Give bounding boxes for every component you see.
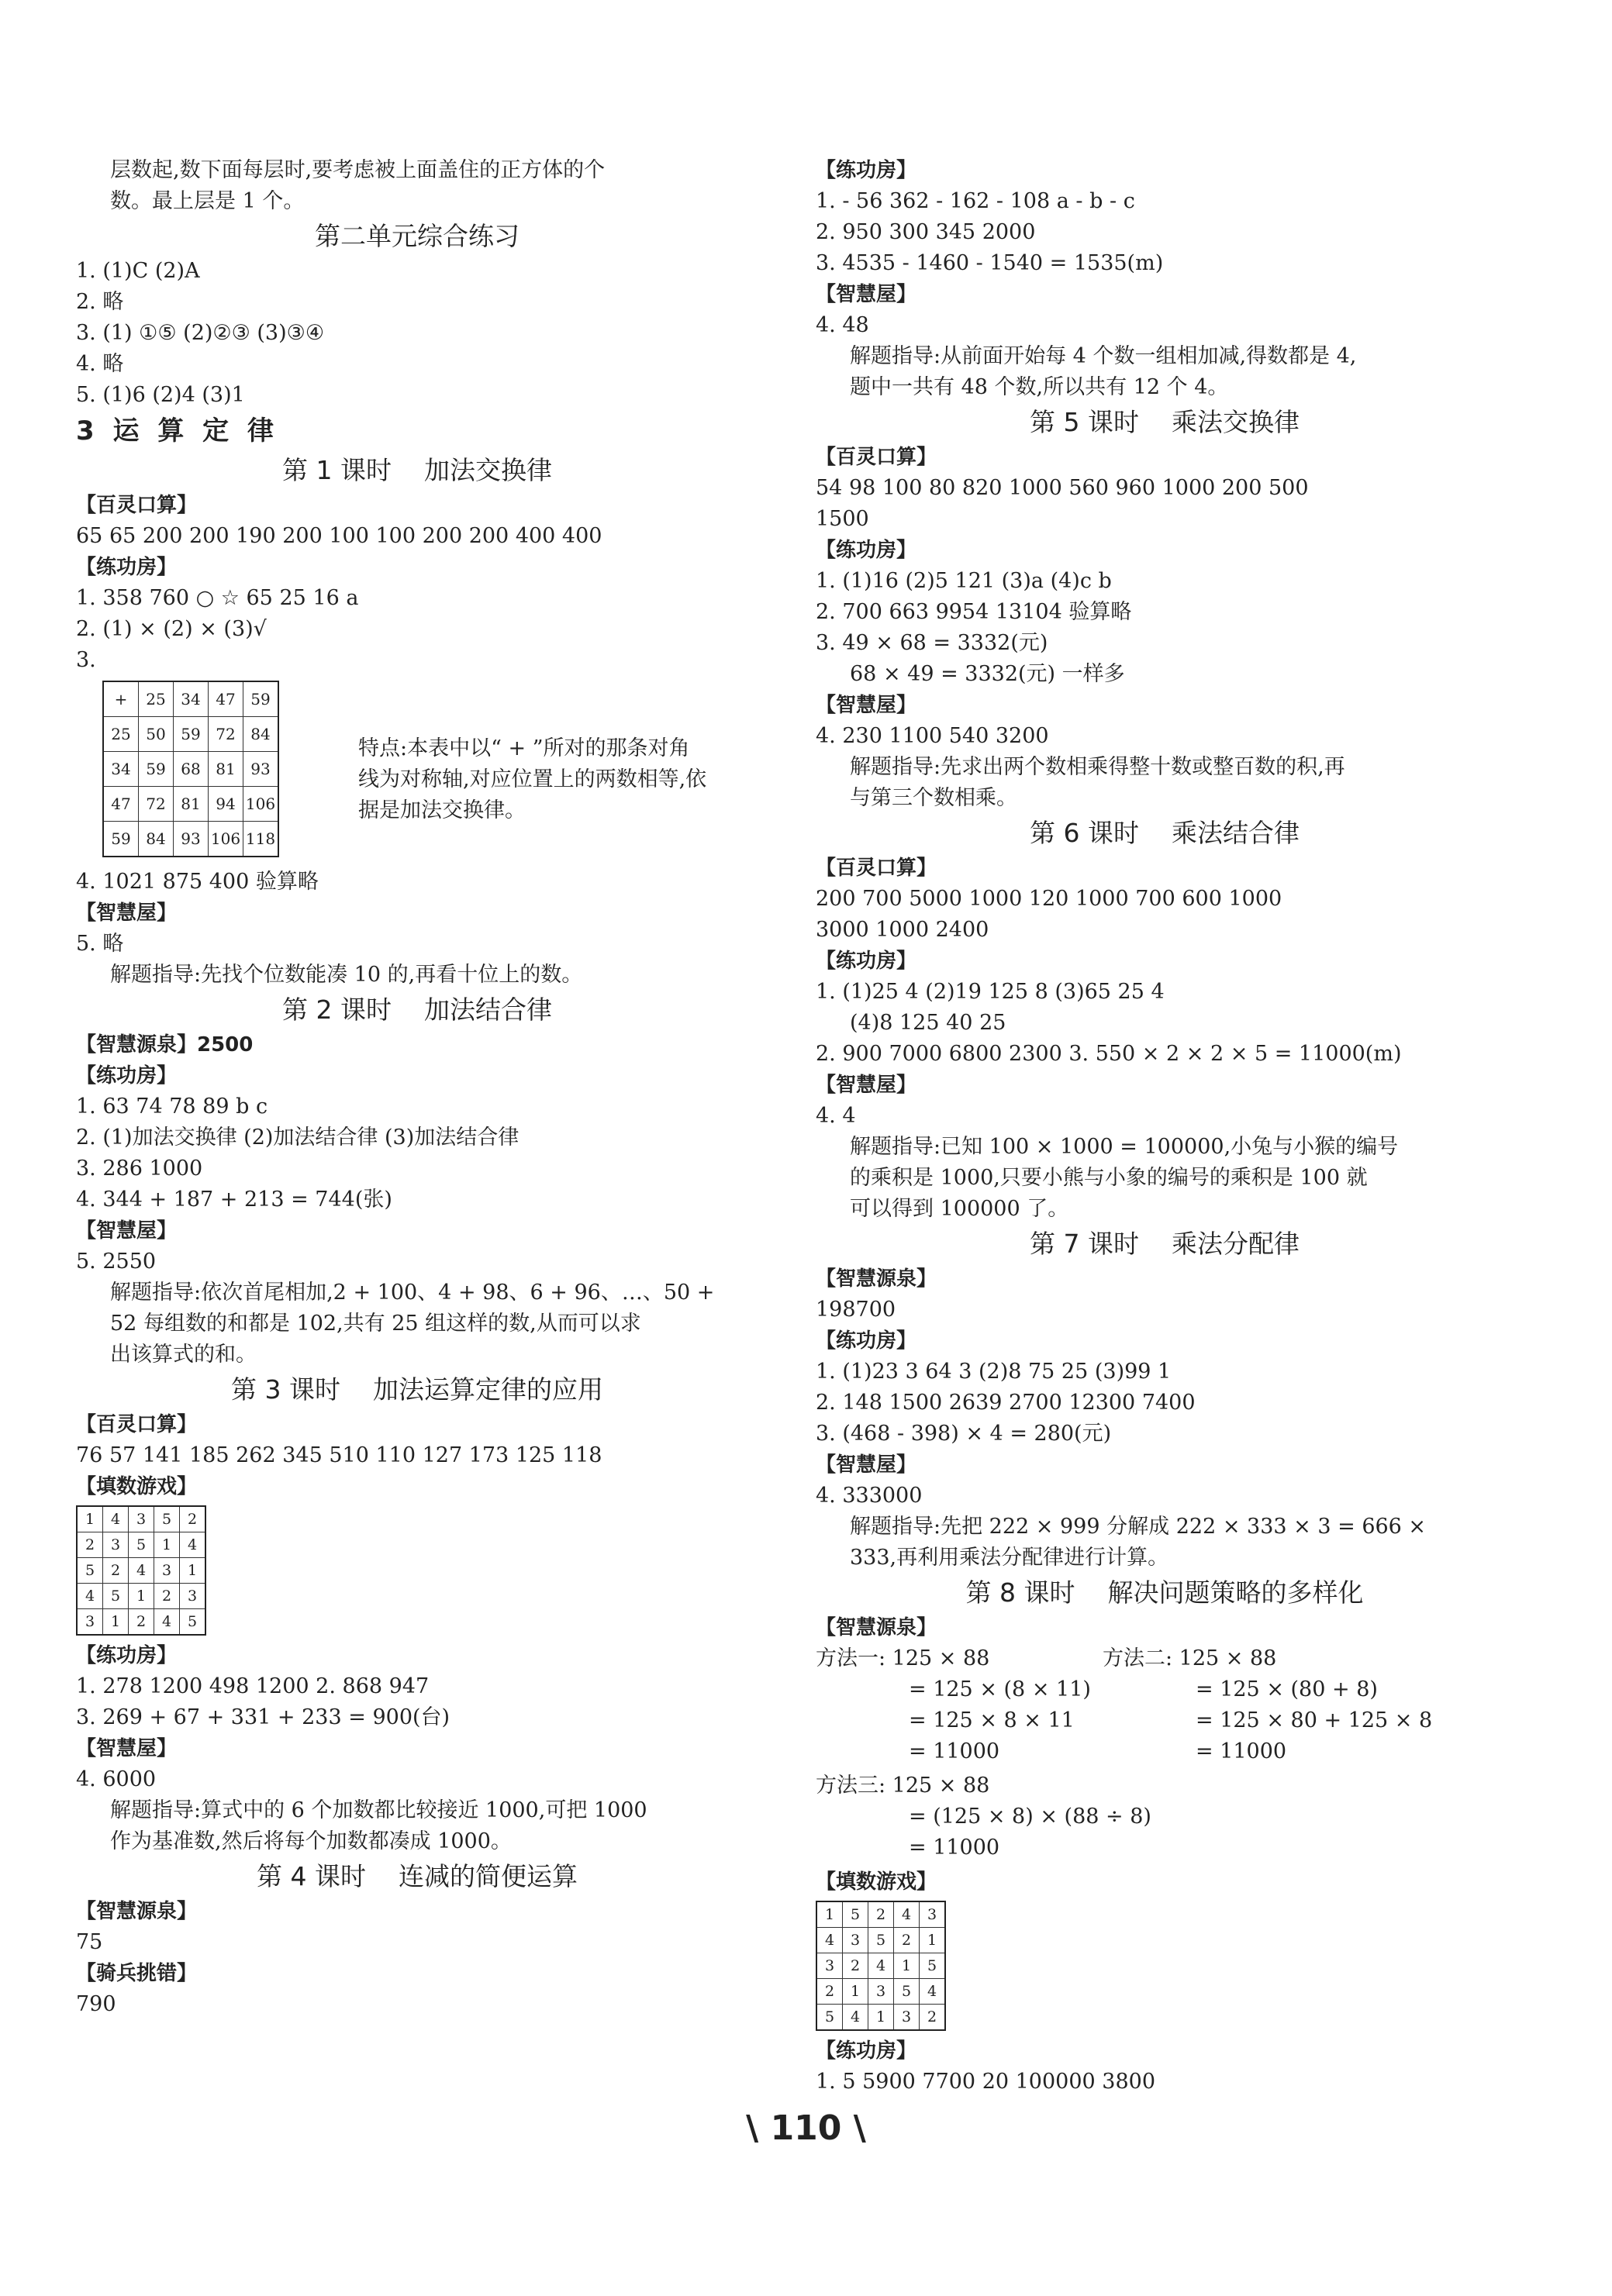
table-cell: 1	[103, 1609, 129, 1636]
table-cell: 93	[243, 752, 279, 787]
table-cell: 5	[180, 1609, 206, 1636]
section-tag: 【百灵口算】	[816, 446, 937, 469]
table-cell: 4	[154, 1609, 180, 1636]
table-cell: 5	[154, 1506, 180, 1532]
answer-line: 790	[76, 1992, 116, 2016]
answer-line: 4. 344 + 187 + 213 = 744(张)	[76, 1188, 392, 1212]
section-tag: 【智慧屋】	[76, 1737, 178, 1760]
table-cell: 3	[180, 1584, 206, 1609]
table-cell: 3	[868, 1979, 894, 2005]
lesson-title: 第 3 课时 加法运算定律的应用	[231, 1374, 603, 1405]
section-tag: 【练功房】	[816, 159, 917, 182]
section-tag: 【智慧源泉】	[76, 1900, 198, 1923]
unit2-title: 第二单元综合练习	[315, 221, 519, 251]
table-cell: 3	[154, 1558, 180, 1584]
table-cell: 1	[868, 2005, 894, 2031]
table-cell: 2	[154, 1584, 180, 1609]
table-feature-note: 特点:本表中以“ + ”所对的那条对角线为对称轴,对应位置上的两数相等,依据是加法交换律。	[358, 736, 707, 822]
table-cell: 93	[174, 822, 209, 857]
table-cell: 4	[894, 1901, 920, 1928]
table-cell: 2	[868, 1901, 894, 1928]
table-cell: 106	[209, 822, 243, 857]
answer-line: 4. 333000	[816, 1484, 923, 1508]
table-row	[103, 787, 278, 822]
calc-line: 65 65 200 200 190 200 100 100 200 200 400 400	[76, 524, 602, 548]
table-cell: 59	[243, 681, 279, 717]
answer-line: 198700	[816, 1298, 896, 1322]
table-cell: 118	[243, 822, 279, 857]
method-line: = (125 × 8) × (88 ÷ 8)	[909, 1805, 1151, 1829]
section-tag: 【智慧屋】	[816, 1074, 917, 1097]
hint-line: 与第三个数相乘。	[850, 786, 1017, 810]
method-line: = 125 × 8 × 11	[909, 1708, 1075, 1732]
answer-line: (4)8 125 40 25	[850, 1011, 1006, 1035]
table-cell: 5	[920, 1953, 946, 1979]
lesson-title: 第 8 课时 解决问题策略的多样化	[965, 1577, 1364, 1608]
section-tag: 【百灵口算】	[76, 494, 198, 517]
answer-line: 68 × 49 = 3332(元) 一样多	[850, 662, 1125, 686]
table-cell: 1	[894, 1953, 920, 1979]
intro-line: 层数起,数下面每层时,要考虑被上面盖住的正方体的个	[110, 158, 606, 182]
intro-line: 数。最上层是 1 个。	[110, 189, 305, 213]
page-number-deco-right: \	[841, 2108, 866, 2148]
section-tag: 【智慧源泉】	[816, 1267, 937, 1291]
section-tag: 【练功房】	[816, 539, 917, 562]
section-tag: 【智慧屋】	[76, 1219, 178, 1243]
table-cell: 2	[894, 1928, 920, 1953]
method-block	[816, 1643, 1514, 1770]
answer-line: 2. 700 663 9954 13104 验算略	[816, 600, 1132, 624]
answer-line: 1. - 56 362 - 162 - 108 a - b - c	[816, 189, 1135, 213]
table-cell: 84	[243, 717, 279, 752]
table-cell: 25	[139, 681, 174, 717]
table-cell: 2	[77, 1532, 103, 1558]
table-cell: 1	[816, 1901, 843, 1928]
table-cell: 4	[868, 1953, 894, 1979]
table-cell: 4	[180, 1532, 206, 1558]
table-row	[816, 1928, 945, 1953]
table-row	[816, 1953, 945, 1979]
section-tag: 【练功房】	[816, 950, 917, 973]
hint-line: 出该算式的和。	[110, 1343, 257, 1367]
table-cell: 81	[209, 752, 243, 787]
addition-table	[102, 681, 279, 857]
answer-line: 3.	[76, 648, 96, 672]
addition-table-block	[102, 681, 758, 860]
table-row	[77, 1506, 205, 1532]
section-tag: 【练功房】	[76, 1644, 178, 1667]
answer-line: 4. 230 1100 540 3200	[816, 724, 1049, 748]
answer-line: 1. 278 1200 498 1200 2. 868 947	[76, 1674, 430, 1698]
answer-line: 1. (1)25 4 (2)19 125 8 (3)65 25 4	[816, 980, 1165, 1004]
hint-line: 解题指导:先把 222 × 999 分解成 222 × 333 × 3 = 666 ×	[850, 1515, 1427, 1539]
answer-line: 2. 900 7000 6800 2300 3. 550 × 2 × 2 × 5 = 11000(m)	[816, 1042, 1402, 1066]
table-cell: 5	[843, 1901, 868, 1928]
table-row	[816, 1979, 945, 2005]
method-two	[1103, 1643, 1433, 1767]
answer-line: 3. 269 + 67 + 331 + 233 = 900(台)	[76, 1705, 450, 1729]
table-cell: 59	[174, 717, 209, 752]
section-tag: 【填数游戏】	[816, 1870, 937, 1894]
table-row	[77, 1558, 205, 1584]
table-row	[103, 681, 278, 717]
table-cell: 2	[920, 2005, 946, 2031]
section-tag: 【练功房】	[76, 1064, 178, 1088]
calc-line: 3000 1000 2400	[816, 918, 989, 942]
hint-line: 可以得到 100000 了。	[850, 1197, 1069, 1221]
method-one	[816, 1643, 1095, 1767]
answer-line: 4. 略	[76, 352, 124, 376]
table-cell: 47	[209, 681, 243, 717]
answer-line: 75	[76, 1930, 103, 1954]
table-cell: 5	[77, 1558, 103, 1584]
table-cell: 5	[129, 1532, 154, 1558]
lesson-title: 第 6 课时 乘法结合律	[1030, 818, 1300, 848]
table-cell: 68	[174, 752, 209, 787]
hint-line: 解题指导:已知 100 × 1000 = 100000,小兔与小猴的编号	[850, 1135, 1399, 1159]
answer-line: 1. 5 5900 7700 20 100000 3800	[816, 2070, 1155, 2094]
hint-line: 作为基准数,然后将每个加数都凑成 1000。	[110, 1829, 512, 1853]
table-cell: 3	[103, 1532, 129, 1558]
answer-line: 3. (1) ①⑤ (2)②③ (3)③④	[76, 321, 325, 345]
method-three	[816, 1770, 1514, 1867]
left-column	[76, 155, 758, 2020]
section-tag: 【智慧屋】	[816, 1453, 917, 1477]
calc-line: 1500	[816, 507, 869, 531]
table-cell: 59	[103, 822, 139, 857]
table-cell: 34	[103, 752, 139, 787]
table-cell: 84	[139, 822, 174, 857]
lesson-title: 第 4 课时 连减的简便运算	[257, 1861, 578, 1891]
answer-line: 1. (1)C (2)A	[76, 259, 200, 283]
section-tag: 【智慧屋】	[816, 283, 917, 306]
table-cell: 5	[894, 1979, 920, 2005]
answer-line: 1. 358 760 ○ ☆ 65 25 16 a	[76, 586, 359, 610]
section-tag: 【练功房】	[816, 1329, 917, 1353]
section-tag: 【智慧屋】	[76, 902, 178, 925]
table-cell: 59	[139, 752, 174, 787]
lesson-title: 第 7 课时 乘法分配律	[1030, 1229, 1300, 1259]
page-number-value: 110	[770, 2108, 842, 2148]
table-cell: 1	[920, 1928, 946, 1953]
section-tag: 【填数游戏】	[76, 1475, 198, 1498]
section-tag: 【练功房】	[816, 2039, 917, 2063]
method-line: = 125 × 80 + 125 × 8	[1196, 1708, 1433, 1732]
page-number	[0, 2108, 1612, 2148]
table-row	[77, 1609, 205, 1636]
hint-line: 52 每组数的和都是 102,共有 25 组这样的数,从而可以求	[110, 1312, 641, 1336]
answer-line: 2. 略	[76, 290, 124, 314]
lesson-title: 第 2 课时 加法结合律	[282, 995, 552, 1025]
table-cell: 3	[77, 1609, 103, 1636]
answer-line: 5. (1)6 (2)4 (3)1	[76, 383, 245, 407]
hint-line: 解题指导:依次首尾相加,2 + 100、4 + 98、6 + 96、…、50 +	[110, 1281, 715, 1305]
table-cell: 3	[920, 1901, 946, 1928]
table-cell: 34	[174, 681, 209, 717]
table-cell: 5	[816, 2005, 843, 2031]
hint-line: 333,再利用乘法分配律进行计算。	[850, 1546, 1169, 1570]
method-line: = 125 × (80 + 8)	[1196, 1677, 1378, 1701]
answer-line: 2. (1)加法交换律 (2)加法结合律 (3)加法结合律	[76, 1126, 519, 1150]
table-cell: 4	[77, 1584, 103, 1609]
table-cell: 2	[129, 1609, 154, 1636]
answer-line: 4. 1021 875 400 验算略	[76, 870, 319, 894]
answer-line: 1. 63 74 78 89 b c	[76, 1095, 268, 1119]
table-cell: 1	[129, 1584, 154, 1609]
method-line: 方法一: 125 × 88	[816, 1646, 990, 1670]
answer-line: 2. 148 1500 2639 2700 12300 7400	[816, 1391, 1196, 1415]
answer-line: 3. 49 × 68 = 3332(元)	[816, 631, 1048, 655]
hint-line: 解题指导:先找个位数能凑 10 的,再看十位上的数。	[110, 963, 583, 987]
table-row	[816, 2005, 945, 2031]
lesson-title: 第 5 课时 乘法交换律	[1030, 407, 1300, 437]
answer-line: 5. 略	[76, 932, 124, 956]
answer-line: 3. 286 1000	[76, 1157, 203, 1181]
lesson-title: 第 1 课时 加法交换律	[282, 455, 552, 485]
table-row	[103, 822, 278, 857]
table-cell: 50	[139, 717, 174, 752]
calc-line: 76 57 141 185 262 345 510 110 127 173 125 118	[76, 1443, 602, 1467]
section-tag: 【智慧屋】	[816, 694, 917, 717]
table-cell: 25	[103, 717, 139, 752]
table-cell: 1	[180, 1558, 206, 1584]
section-tag: 【骑兵挑错】	[76, 1962, 198, 1985]
table-row	[77, 1532, 205, 1558]
table-cell: 1	[154, 1532, 180, 1558]
answer-line: 2. (1) × (2) × (3)√	[76, 617, 267, 641]
section-tag: 【智慧源泉】2500	[76, 1033, 254, 1057]
table-cell: 3	[894, 2005, 920, 2031]
section-tag: 【百灵口算】	[76, 1413, 198, 1436]
table-cell: 47	[103, 787, 139, 822]
table-cell: 3	[843, 1928, 868, 1953]
table-cell: 3	[816, 1953, 843, 1979]
table-cell: 2	[843, 1953, 868, 1979]
method-line: = 11000	[909, 1836, 1000, 1860]
answer-line: 4. 6000	[76, 1767, 157, 1791]
table-cell: 5	[103, 1584, 129, 1609]
method-line: 方法二: 125 × 88	[1103, 1646, 1277, 1670]
table-cell: 72	[139, 787, 174, 822]
answer-line: 4. 48	[816, 313, 869, 337]
table-cell: 106	[243, 787, 279, 822]
table-row	[103, 752, 278, 787]
number-grid	[76, 1505, 206, 1636]
answer-line: 5. 2550	[76, 1250, 157, 1274]
hint-line: 解题指导:算式中的 6 个加数都比较接近 1000,可把 1000	[110, 1798, 647, 1822]
hint-line: 题中一共有 48 个数,所以共有 12 个 4。	[850, 375, 1229, 399]
table-cell: 4	[816, 1928, 843, 1953]
method-line: = 125 × (8 × 11)	[909, 1677, 1091, 1701]
section-tag: 【百灵口算】	[816, 857, 937, 880]
method-line: = 11000	[909, 1739, 1000, 1763]
table-row	[103, 717, 278, 752]
method-line: 方法三: 125 × 88	[816, 1774, 990, 1798]
table-cell: 81	[174, 787, 209, 822]
answer-line: 4. 4	[816, 1104, 856, 1128]
chapter-title: 3 运 算 定 律	[76, 415, 279, 446]
table-cell: 2	[816, 1979, 843, 2005]
answer-line: 3. 4535 - 1460 - 1540 = 1535(m)	[816, 251, 1164, 275]
table-cell: 2	[103, 1558, 129, 1584]
table-cell: 1	[77, 1506, 103, 1532]
table-cell: 1	[843, 1979, 868, 2005]
table-cell: 3	[129, 1506, 154, 1532]
answer-line: 1. (1)23 3 64 3 (2)8 75 25 (3)99 1	[816, 1360, 1172, 1384]
calc-line: 54 98 100 80 820 1000 560 960 1000 200 500	[816, 476, 1309, 500]
table-cell: 94	[209, 787, 243, 822]
table-cell: 4	[920, 1979, 946, 2005]
table-cell: 5	[868, 1928, 894, 1953]
hint-line: 解题指导:先求出两个数相乘得整十数或整百数的积,再	[850, 755, 1345, 779]
calc-line: 200 700 5000 1000 120 1000 700 600 1000	[816, 887, 1282, 911]
table-cell: 2	[180, 1506, 206, 1532]
page-number-deco-left: \	[746, 2108, 771, 2148]
table-cell: +	[103, 681, 139, 717]
answer-line: 1. (1)16 (2)5 121 (3)a (4)c b	[816, 569, 1112, 593]
answer-line: 2. 950 300 345 2000	[816, 220, 1036, 244]
section-tag: 【智慧源泉】	[816, 1616, 937, 1639]
answer-line: 3. (468 - 398) × 4 = 280(元)	[816, 1422, 1112, 1446]
table-row	[816, 1901, 945, 1928]
hint-line: 解题指导:从前面开始每 4 个数一组相加减,得数都是 4,	[850, 344, 1357, 368]
table-row	[77, 1584, 205, 1609]
table-cell: 4	[103, 1506, 129, 1532]
table-cell: 4	[129, 1558, 154, 1584]
number-grid	[816, 1901, 946, 2031]
hint-line: 的乘积是 1000,只要小熊与小象的编号的乘积是 100 就	[850, 1166, 1368, 1190]
right-column	[816, 155, 1514, 2098]
method-line: = 11000	[1196, 1739, 1287, 1763]
table-cell: 72	[209, 717, 243, 752]
table-cell: 4	[843, 2005, 868, 2031]
section-tag: 【练功房】	[76, 556, 178, 579]
